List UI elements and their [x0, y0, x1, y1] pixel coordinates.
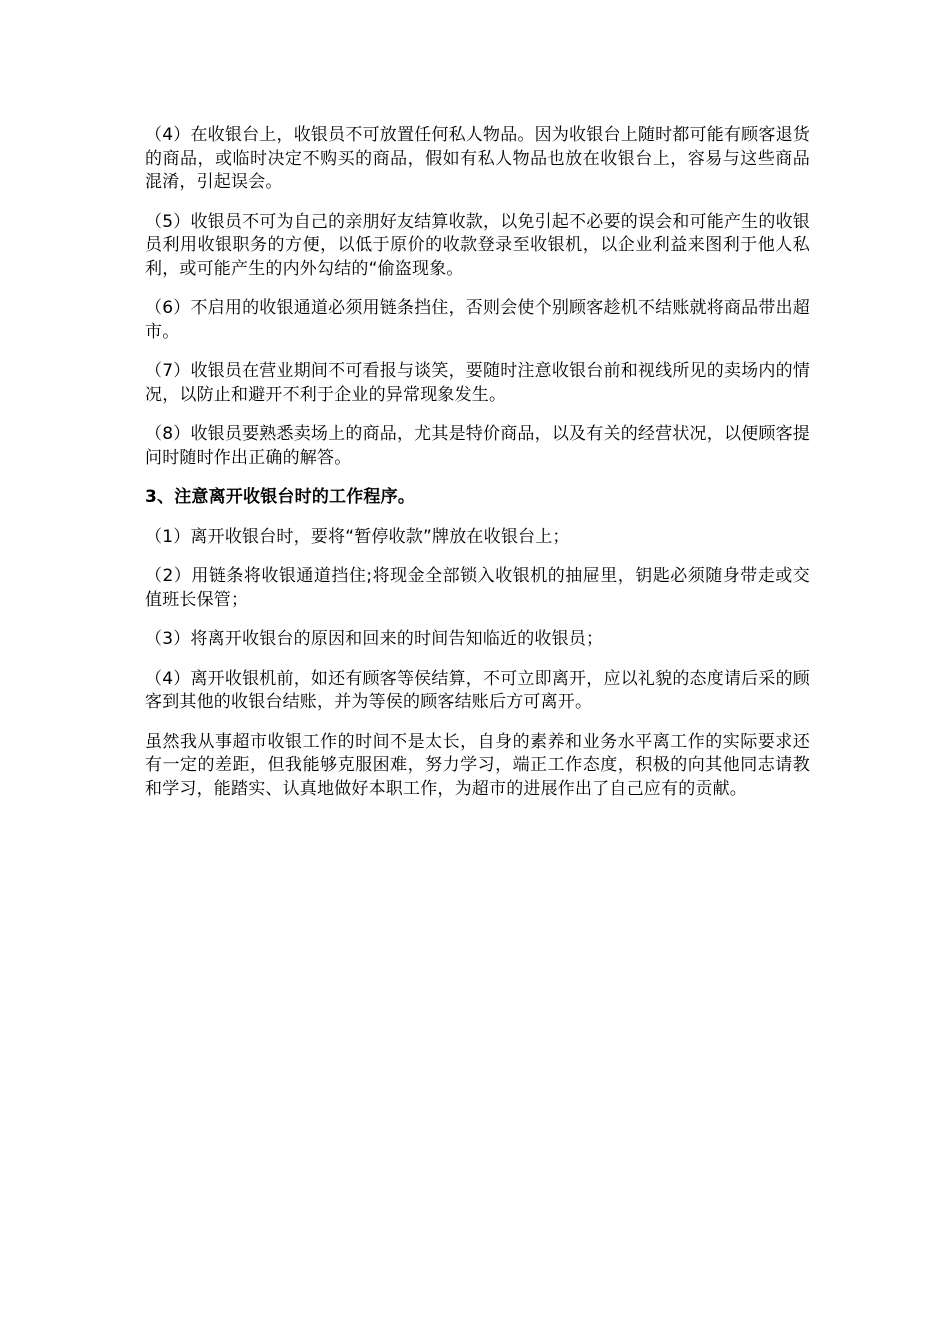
paragraph-conclusion: 虽然我从事超市收银工作的时间不是太长，自身的素养和业务水平离工作的实际要求还有一定的差距，但我能够克服困难，努力学习，端正工作态度，积极的向其他同志请教和学习，能踏实、认真地做好本职工作，为超市的进展作出了自己应有的贡献。 [145, 731, 810, 799]
paragraph-rule-4: （4）在收银台上，收银员不可放置任何私人物品。因为收银台上随时都可能有顾客退货的商品，或临时决定不购买的商品，假如有私人物品也放在收银台上，容易与这些商品混淆，引起误会。 [145, 125, 810, 192]
paragraph-step-1: （1）离开收银台时，要将“暂停收款”牌放在收银台上； [145, 526, 570, 547]
paragraph-step-2: （2）用链条将收银通道挡住;将现金全部锁入收银机的抽屉里，钥匙必须随身带走或交值班长保管； [145, 566, 810, 610]
paragraph-rule-7: （7）收银员在营业期间不可看报与谈笑，要随时注意收银台前和视线所见的卖场内的情况，以防止和避开不利于企业的异常现象发生。 [145, 361, 810, 405]
paragraph-rule-8: （8）收银员要熟悉卖场上的商品，尤其是特价商品，以及有关的经营状况，以便顾客提问时随时作出正确的解答。 [145, 424, 810, 468]
paragraph-step-3: （3）将离开收银台的原因和回来的时间告知临近的收银员； [145, 629, 604, 649]
section-heading: 3、注意离开收银台时的工作程序。 [145, 487, 416, 507]
paragraph-rule-5: （5）收银员不可为自己的亲朋好友结算收款，以免引起不必要的误会和可能产生的收银员利用收银职务的方便，以低于原价的收款登录至收银机，以企业利益来图利于他人私利，或可能产生的内外勾结的“偷盗现象。 [145, 211, 810, 279]
document-body [145, 124, 810, 817]
paragraph-step-4: （4）离开收银机前，如还有顾客等侯结算，不可立即离开，应以礼貌的态度请后采的顾客到其他的收银台结账，并为等侯的顾客结账后方可离开。 [145, 668, 810, 712]
paragraph-rule-6: （6）不启用的收银通道必须用链条挡住，否则会使个别顾客趁机不结账就将商品带出超市。 [145, 298, 810, 342]
